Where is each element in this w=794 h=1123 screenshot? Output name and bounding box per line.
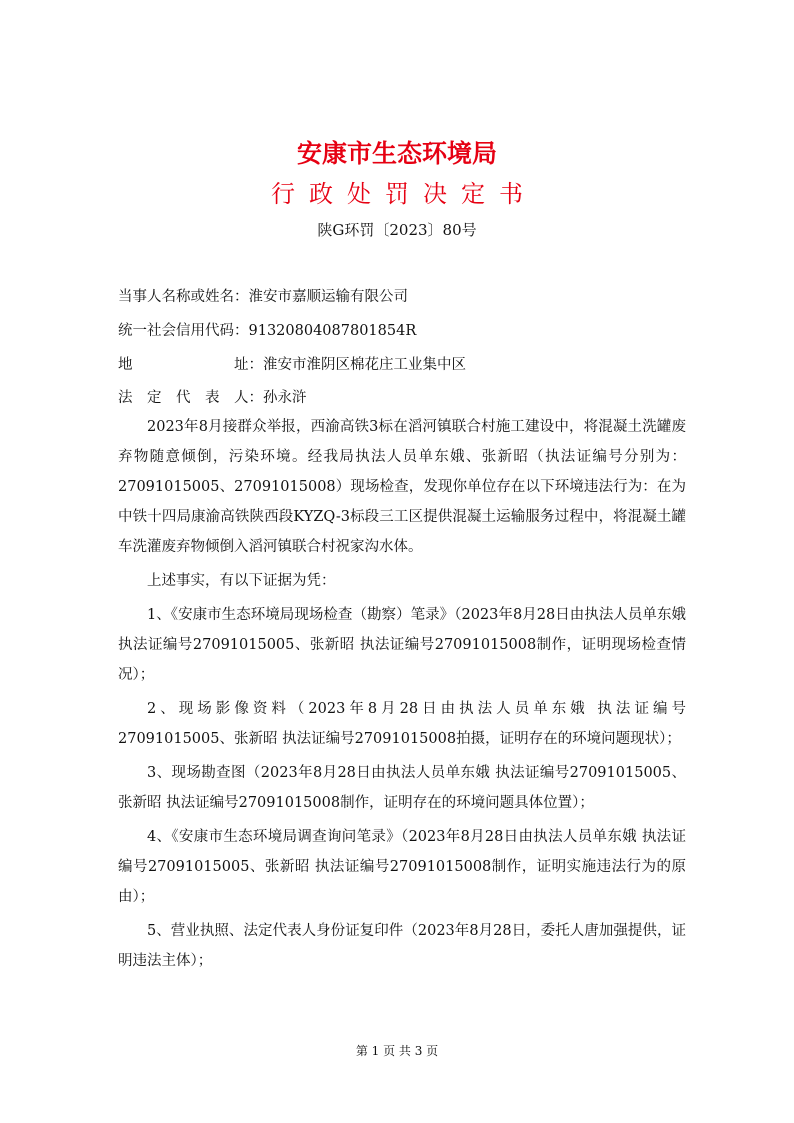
paragraph-evidence-intro: 上述事实，有以下证据为凭： <box>147 573 336 589</box>
address-label-left: 地 <box>118 357 133 373</box>
decision-body <box>118 412 686 980</box>
credit-code-line <box>118 321 698 341</box>
party-name-value: 淮安市嘉顺运输有限公司 <box>248 289 408 305</box>
paragraph-evidence-5: 5、营业执照、法定代表人身份证复印件（2023年8月28日，委托人唐加强提供，证明违法主体）； <box>118 923 686 969</box>
paragraph-evidence-3: 3、现场勘查图（2023年8月28日由执法人员单东娥 执法证编号27091015005、张新昭 执法证编号27091015008制作，证明存在的环境问题具体位置）； <box>118 765 686 811</box>
address-value: 淮安市淮阴区棉花庄工业集中区 <box>263 357 466 373</box>
page-footer: 第 1 页 共 3 页 <box>355 1044 439 1058</box>
document-type-title: 行政处罚决定书 <box>271 180 537 208</box>
legal-representative-value: 孙永浒 <box>263 390 307 406</box>
legal-representative-label: 法 定 代 表 人： <box>118 390 263 406</box>
agency-title: 安康市生态环境局 <box>296 139 497 168</box>
paragraph-evidence-1: 1、《安康市生态环境局现场检查（勘察）笔录》（2023年8月28日由执法人员单东娥 执法证编号27091015005、张新昭 执法证编号27091015008制作，证明现场检查情况）； <box>118 607 686 683</box>
paragraph-evidence-4: 4、《安康市生态环境局调查询问笔录》（2023年8月28日由执法人员单东娥 执法证编号27091015005、张新昭 执法证编号27091015008制作，证明实施违法行为的原由）； <box>118 829 686 905</box>
credit-code-value: 91320804087801854R <box>248 323 417 339</box>
credit-code-label: 统一社会信用代码： <box>118 323 249 339</box>
address-line <box>118 355 698 375</box>
address-label-right: 址： <box>234 357 263 373</box>
document-number: 陕G环罚〔2023〕80号 <box>317 221 477 239</box>
party-name-label: 当事人名称或姓名： <box>118 289 249 305</box>
party-name-line <box>118 287 698 307</box>
legal-representative-line <box>118 388 698 408</box>
paragraph-evidence-2: 2、现场影像资料（2023年8月28日由执法人员单东娥 执法证编号27091015005、张新昭 执法证编号27091015008拍摄，证明存在的环境问题现状）； <box>118 701 686 747</box>
paragraph-facts: 2023年8月接群众举报，西渝高铁3标在滔河镇联合村施工建设中，将混凝土洗罐废弃物随意倾倒，污染环境。经我局执法人员单东娥、张新昭（执法证编号分别为：27091015005、27091015008）现场检查，发现你单位存在以下环境违法行为：在为中铁十四局康渝高铁陕西段KYZQ-3标段三工区提供混凝土运输服务过程中，将混凝土罐车洗灌废弃物倾倒入滔河镇联合村祝家沟水体。 <box>118 419 686 555</box>
